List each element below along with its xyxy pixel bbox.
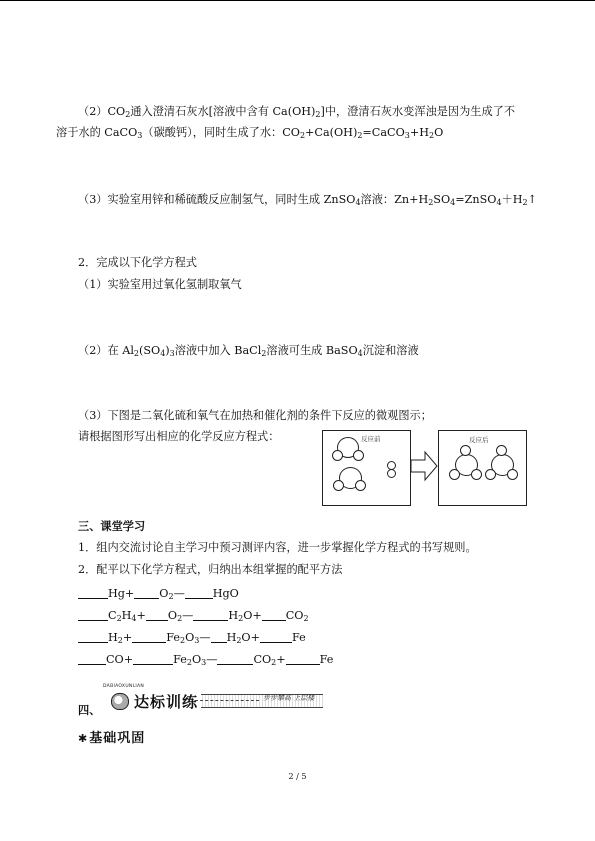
banner-dashline	[195, 700, 259, 701]
blank[interactable]	[217, 653, 253, 665]
basics-badge: ✱基础巩固	[78, 731, 146, 746]
molecule-atom-small	[496, 445, 507, 456]
q2-item3-line1: （3）下图是二氧化硫和氧气在加热和催化剂的条件下反应的微观图示；	[78, 409, 432, 422]
molecule-atom-small	[355, 480, 366, 491]
equation-3: $H_2+$ $Fe_2O_3—$ $H_2O+ Fe$	[78, 631, 306, 645]
star-icon: ✱	[78, 732, 89, 745]
blank[interactable]	[260, 631, 292, 643]
molecule-atom-small	[333, 480, 344, 491]
section4-banner	[103, 684, 325, 712]
molecule-atom-small	[485, 469, 496, 480]
blank[interactable]	[132, 631, 166, 643]
blank[interactable]	[262, 609, 286, 621]
diagram-after-label: 反应后	[469, 436, 489, 444]
molecule-atom-small	[460, 445, 471, 456]
item2-line2: 溶于水的 CaCO$_3$（碳酸钙），同时生成了水：$CO_2+Ca(OH)_2=CaCO_3+H_2O$	[56, 126, 444, 140]
equation-1: $Hg+ O_2—$ HgO	[78, 587, 239, 601]
q2-item1: （1）实验室用过氧化氢制取氧气	[78, 278, 242, 291]
badge-ball-icon	[111, 693, 129, 710]
blank[interactable]	[146, 609, 168, 621]
top-rule	[0, 0, 595, 1]
banner-subtitle: 步步攀高 上层楼	[263, 694, 315, 702]
equation-2: $C_2H_4+$ $O_2—$ $H_2O+ CO_2$	[78, 609, 309, 623]
blank[interactable]	[133, 653, 173, 665]
molecule-atom-small	[332, 450, 343, 461]
item2-line1: $(2)CO_2$通入澄清石灰水[溶液中含有 $Ca(OH)_2$]中，澄清石灰水变浑浊是因为生成了不	[78, 105, 516, 119]
blank[interactable]	[211, 631, 227, 643]
blank[interactable]	[185, 587, 213, 599]
blank[interactable]	[78, 631, 108, 643]
equation-4: $CO+ Fe_2O_3—$ $CO_2+ Fe$	[78, 653, 333, 667]
blank[interactable]	[78, 587, 108, 599]
q2-item3-line2: 请根据图形写出相应的化学反应方程式：	[78, 430, 280, 443]
q2-item2: （2）在 $Al_2(SO_4)_3$溶液中加入 BaCl$_2$溶液可生成 BaSO$_4$沉淀和溶液	[78, 344, 419, 358]
oxygen-atom	[387, 469, 396, 478]
reaction-arrow-icon	[410, 450, 438, 482]
blank[interactable]	[134, 587, 159, 599]
page-number: 2 / 5	[288, 772, 307, 781]
molecule-atom-small	[353, 450, 364, 461]
banner-pinyin: DABIAOXUNLIAN	[103, 684, 145, 689]
banner-title: 达标训练	[131, 691, 201, 712]
molecule-atom-small	[471, 469, 482, 480]
q2-title: 2．完成以下化学方程式	[78, 256, 197, 269]
diagram-after-box	[438, 430, 527, 506]
diagram-before-label: 反应前	[361, 435, 381, 443]
diagram-before-box	[322, 430, 411, 506]
section4-label: 四、	[78, 703, 101, 717]
molecule-atom-small	[449, 469, 460, 480]
blank[interactable]	[286, 653, 320, 665]
item3-line: （3）实验室用锌和稀硫酸反应制氢气，同时生成 ZnSO$_4$溶液：$Zn+H_2SO_4=ZnSO_4+H_2↑$	[78, 193, 537, 207]
molecule-atom-small	[507, 469, 518, 480]
s3-item2: 2．配平以下化学方程式，归纳出本组掌握的配平方法	[78, 563, 343, 576]
blank[interactable]	[78, 609, 108, 621]
blank[interactable]	[193, 609, 228, 621]
blank[interactable]	[78, 653, 106, 665]
s3-item1: 1．组内交流讨论自主学习中预习测评内容，进一步掌握化学方程式的书写规则。	[78, 541, 477, 554]
section3-title: 三、课堂学习	[78, 519, 146, 533]
